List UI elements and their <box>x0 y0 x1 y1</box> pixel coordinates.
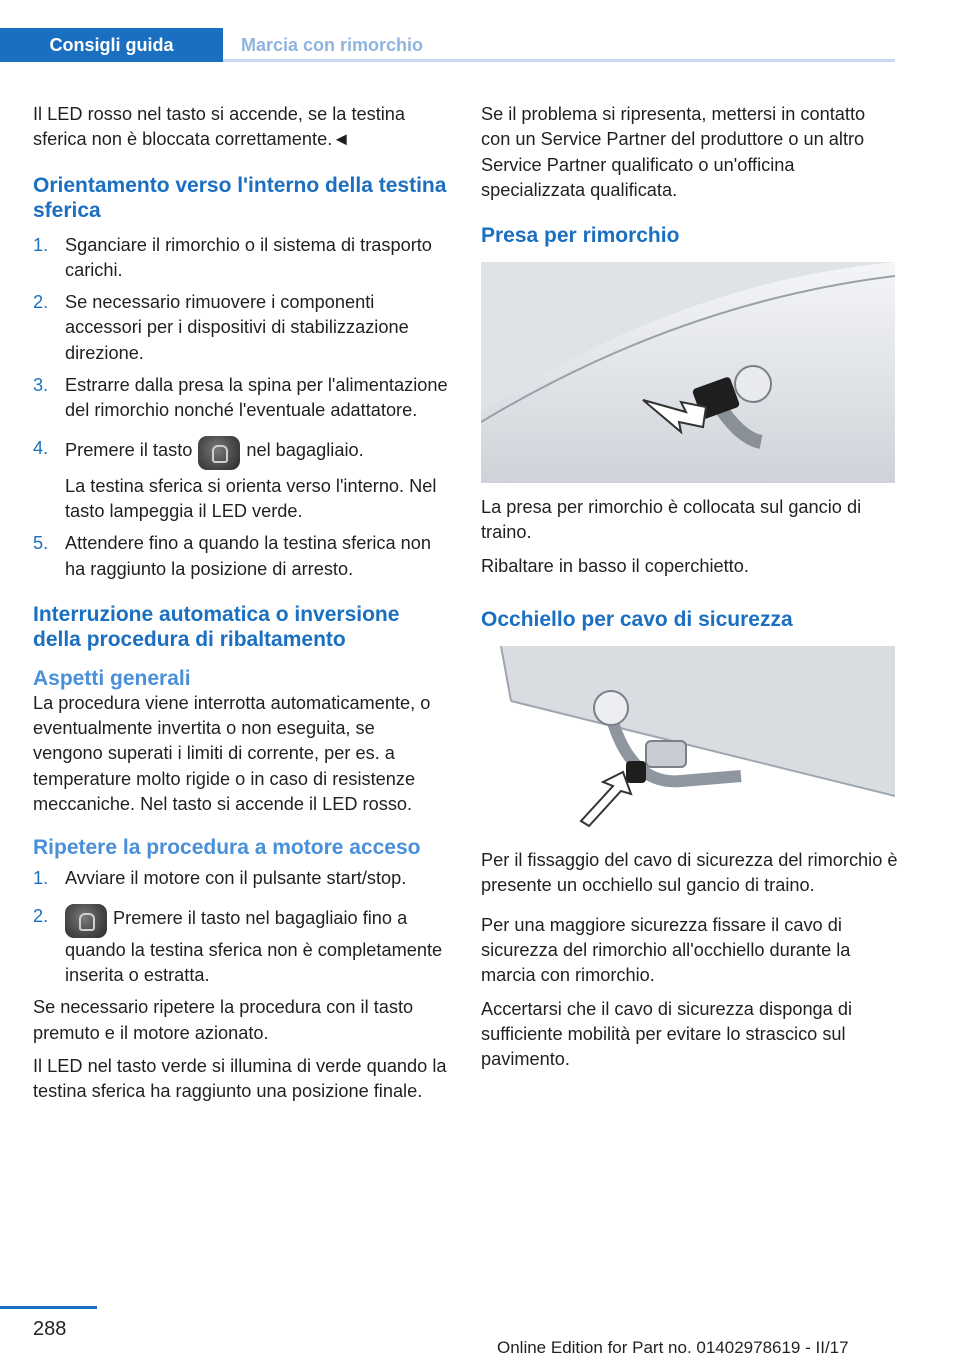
step-text: Sganciare il rimorchio o il sistema di trasporto carichi. <box>65 234 432 280</box>
tab-marcia-con-rimorchio[interactable]: Marcia con rimorchio <box>241 35 424 55</box>
section-title-interruzione: Interruzione automatica o inversione della procedura di ribaltamento <box>33 602 400 651</box>
section-title-occhiello: Occhiello per cavo di sicurezza <box>481 608 793 632</box>
step-text: Se necessario rimuovere i componenti accessori per i dispositivi di stabilizzazione direzione. <box>65 292 409 363</box>
socket-paragraph-1: La presa per rimorchio è collocata sul gancio di traino. <box>481 497 862 543</box>
trailer-socket-illustration <box>481 262 895 483</box>
list-item <box>33 904 448 989</box>
trunk-button-icon <box>65 904 107 938</box>
section-title-presa: Presa per rimorchio <box>481 224 680 248</box>
list-item <box>33 531 448 582</box>
step-subtext: La testina sferica si orienta verso l'interno. Nel tasto lampeggia il LED verde. <box>65 475 437 521</box>
general-paragraph: La procedura viene interrotta automaticamente, o eventualmente invertita o non eseguita, se vengono superati i limiti di corrente, per es. a temperature molto rigide o in caso di resistenze meccaniche. Nel tasto si accende il LED rosso. <box>33 692 431 815</box>
safety-eyelet-drawing <box>481 646 895 836</box>
trunk-button-icon <box>198 436 240 470</box>
eyelet-paragraph-3: Accertarsi che il cavo di sicurezza disponga di sufficiente mobilità per evitare lo strascico sul pavimento. <box>481 998 852 1070</box>
list-item <box>33 290 448 366</box>
right-intro-paragraph: Se il problema si ripresenta, mettersi in contatto con un Service Partner del produttore o un altro Service Partner qualificato o un'officina specializzata qualificata. <box>481 104 866 200</box>
list-item <box>33 436 448 525</box>
step-number: 3. <box>33 375 49 396</box>
section-title-orientamento: Orientamento verso l'interno della testina sferica <box>33 173 447 222</box>
step-text: nel bagagliaio. <box>246 439 364 460</box>
page-number: 288 <box>33 1318 67 1340</box>
trailer-socket-drawing <box>481 262 895 483</box>
eyelet-paragraph-1: Per il fissaggio del cavo di sicurezza del rimorchio è presente un occhiello sul gancio di traino. <box>481 850 898 896</box>
step-text: Premere il tasto nel bagagliaio fino a quando la testina sferica non è completamente inserita o estratta. <box>65 907 443 985</box>
list-item <box>33 373 448 424</box>
steps-list-ripetere <box>33 866 448 988</box>
step-number: 1. <box>33 234 49 255</box>
tab-consigli-guida[interactable]: Consigli guida <box>0 28 223 62</box>
step-number: 5. <box>33 533 49 554</box>
step-number: 2. <box>33 292 49 313</box>
step-text: Avviare il motore con il pulsante start/stop. <box>65 868 407 889</box>
footer-rule <box>0 1306 97 1309</box>
socket-paragraph-2: Ribaltare in basso il coperchietto. <box>481 555 749 576</box>
step-text: Estrarre dalla presa la spina per l'alimentazione del rimorchio nonché l'eventuale adattatore. <box>65 375 448 421</box>
step-text: Premere il tasto <box>65 439 193 460</box>
step-number: 4. <box>33 437 49 458</box>
subsection-title-ripetere: Ripetere la procedura a motore acceso <box>33 836 421 860</box>
subsection-title-aspetti-generali: Aspetti generali <box>33 666 191 690</box>
header-tabbar <box>0 28 895 62</box>
list-item <box>33 866 448 891</box>
safety-eyelet-illustration <box>481 646 895 836</box>
step-number: 1. <box>33 868 49 889</box>
eyelet-paragraph-2: Per una maggiore sicurezza fissare il cavo di sicurezza del rimorchio all'occhiello durante la marcia con rimorchio. <box>481 914 851 986</box>
repeat-paragraph-1: Se necessario ripetere la procedura con il tasto premuto e il motore azionato. <box>33 997 414 1043</box>
right-column <box>481 102 899 1080</box>
steps-list-orientamento <box>33 233 448 582</box>
repeat-paragraph-2: Il LED nel tasto verde si illumina di verde quando la testina sferica ha raggiunto una posizione finale. <box>33 1055 447 1102</box>
intro-paragraph: Il LED rosso nel tasto si accende, se la testina sferica non è bloccata correttamente.◄ <box>33 104 406 150</box>
step-number: 2. <box>33 905 49 926</box>
left-column <box>33 102 448 1112</box>
step-text: Attendere fino a quando la testina sferica non ha raggiunto la posizione di arresto. <box>65 533 432 579</box>
edition-note: Online Edition for Part no. 01402978619 - II/17 <box>497 1338 849 1357</box>
list-item <box>33 233 448 284</box>
tab-divider <box>223 59 895 62</box>
